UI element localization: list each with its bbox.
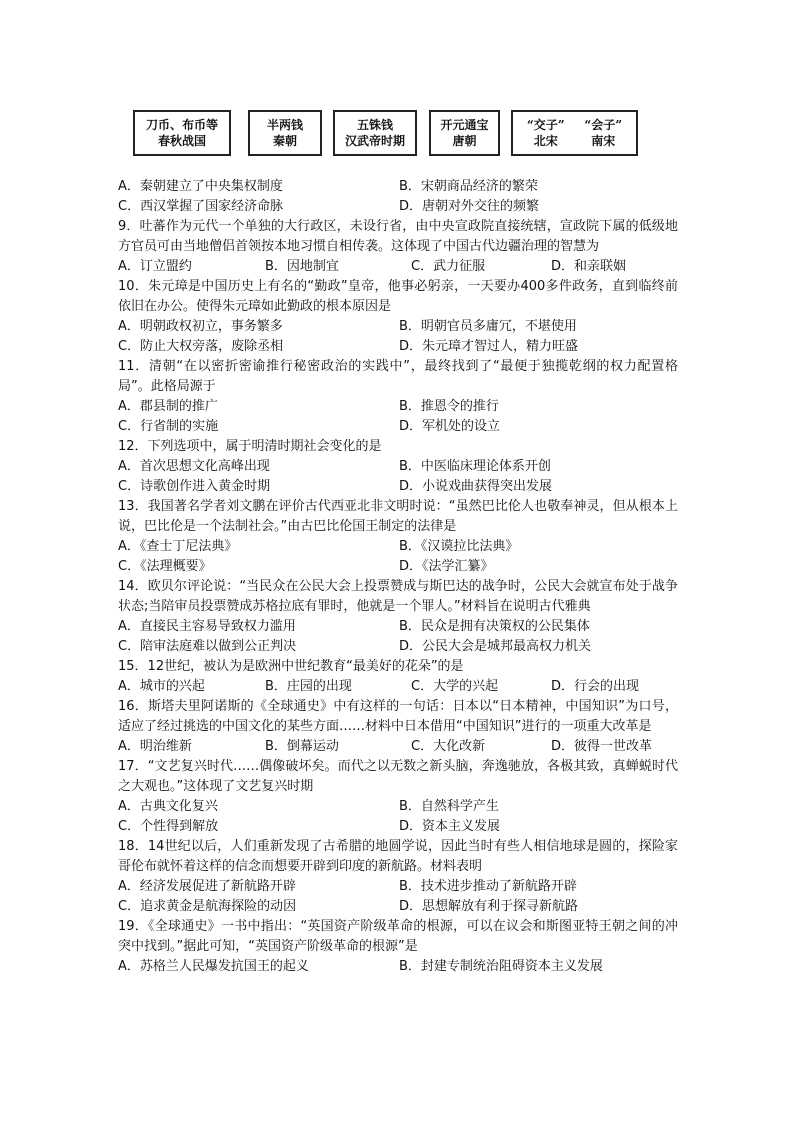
box-text: 开元通宝 [440,118,489,132]
question-block [118,657,678,697]
question-stem: 13．我国著名学者刘文鹏在评价古代西亚北非文明时说：“虽然巴比伦人也敬奉神灵，但从根本上说，巴比伦是一个法制社会。”由古巴比伦国王制定的法律是 [118,499,678,534]
option-a[interactable]: A．直接民主容易导致权力滥用 [118,619,296,634]
option-c[interactable]: C．陪审法庭难以做到公正判决 [118,639,297,654]
question-stem: 15．12世纪，被认为是欧洲中世纪教育“最美好的花朵”的是 [118,659,464,674]
currency-box-tang [429,110,500,156]
question-block [118,837,678,917]
box-text: 北宋 [533,134,558,148]
box-text: 南宋 [591,134,616,148]
option-d[interactable]: D．唐朝对外交往的频繁 [399,199,540,214]
question-block [118,577,678,657]
option-b[interactable]: B．因地制宜 [265,259,339,274]
box-text: 刀币、布币等 [145,118,218,132]
option-a[interactable]: A．《查士丁尼法典》 [118,539,238,554]
question-options [118,957,678,977]
option-c[interactable]: C．诗歌创作进入黄金时期 [118,479,271,494]
question-list [118,177,678,977]
question-options [118,537,678,577]
question-stem: 9．吐蕃作为元代一个单独的大行政区，未设行省，由中央宣政院直接统辖，宣政院下属的低级地方官员可由当地僧侣首领按本地习惯自相传袭。这体现了中国古代边疆治理的智慧为 [118,219,678,254]
option-d[interactable]: D．朱元璋才智过人，精力旺盛 [399,339,579,354]
box-text: 五铢钱 [356,118,393,132]
option-c[interactable]: C．武力征服 [411,259,486,274]
option-b[interactable]: B．宋朝商品经济的繁荣 [399,179,538,194]
option-c[interactable]: C．《法理概要》 [118,559,212,574]
box-text: “交子” [526,118,565,132]
option-a[interactable]: A．秦朝建立了中央集权制度 [118,179,283,194]
question-options [118,617,678,657]
option-d[interactable]: D．资本主义发展 [399,819,501,834]
option-c[interactable]: C．个性得到解放 [118,819,219,834]
option-d[interactable]: D．《法学汇纂》 [399,559,494,574]
option-b[interactable]: B．推恩令的推行 [399,399,499,414]
option-c[interactable]: C．行省制的实施 [118,419,219,434]
option-a[interactable]: A．订立盟约 [118,259,192,274]
question-stem: 14．欧贝尔评论说：“当民众在公民大会上投票赞成与斯巴达的战争时，公民大会就宣布处于战争状态;当陪审员投票赞成苏格拉底有罪时，他就是一个罪人。”材料旨在说明古代雅典 [118,579,678,614]
currency-box-song [511,110,638,156]
question-block [118,277,678,357]
question-block [118,357,678,437]
option-d[interactable]: D．行会的出现 [551,679,640,694]
question-block [118,697,678,757]
option-c[interactable]: C．西汉掌握了国家经济命脉 [118,199,284,214]
option-c[interactable]: C．防止大权旁落，废除丞相 [118,339,284,354]
question-block [118,497,678,577]
question-block [118,217,678,277]
question-stem: 11．清朝“在以密折密谕推行秘密政治的实践中”，最终找到了“最便于独揽乾纲的权力配置格局”。此格局源于 [118,359,678,394]
option-c[interactable]: C．大学的兴起 [411,679,499,694]
option-b[interactable]: B．明朝官员多庸冗，不堪使用 [399,319,577,334]
option-a[interactable]: A．城市的兴起 [118,679,205,694]
option-b[interactable]: B．中医临床理论体系开创 [399,459,551,474]
currency-box-spring-autumn [133,110,231,156]
question-options [118,797,678,837]
option-b[interactable]: B．民众是拥有决策权的公民集体 [399,619,590,634]
box-text: 春秋战国 [157,134,206,148]
currency-box-han [333,110,417,156]
option-c[interactable]: C．追求黄金是航海探险的动因 [118,899,297,914]
option-d[interactable]: D．军机处的设立 [399,419,501,434]
option-b[interactable]: B．庄园的出现 [265,679,352,694]
q8-options [118,177,678,217]
option-d[interactable]: D．和亲联姻 [551,259,627,274]
question-stem: 12．下列选项中，属于明清时期社会变化的是 [118,439,382,454]
option-d[interactable]: D．思想解放有利于探寻新航路 [399,899,579,914]
option-a[interactable]: A．明朝政权初立，事务繁多 [118,319,283,334]
option-d[interactable]: D．小说戏曲获得突出发展 [399,479,553,494]
option-c[interactable]: C．大化改新 [411,739,486,754]
question-stem: 17．“文艺复兴时代……偶像破坏矣。而代之以无数之新头脑，奔逸驰放，各极其致，真蝉蜕时代之大观也。”这体现了文艺复兴时期 [118,759,678,794]
question-stem: 18．14世纪以后，人们重新发现了古希腊的地圆学说，因此当时有些人相信地球是圆的，探险家哥伦布就怀着这样的信念而想要开辟到印度的新航路。材料表明 [118,839,678,874]
question-block [118,757,678,837]
question-options [118,397,678,437]
currency-timeline [0,110,794,160]
box-text: 汉武帝时期 [344,134,405,148]
question-options [118,737,678,757]
option-b[interactable]: B．技术进步推动了新航路开辟 [399,879,577,894]
question-stem: 19．《全球通史》一书中指出：“英国资产阶级革命的根源，可以在议会和斯图亚特王朝之间的冲突中找到。”据此可知，“英国资产阶级革命的根源”是 [118,919,678,954]
question-options [118,457,678,497]
option-a[interactable]: A．首次思想文化高峰出现 [118,459,270,474]
box-text: “会子” [584,118,623,132]
currency-box-qin [248,110,322,156]
option-a[interactable]: A．古典文化复兴 [118,799,218,814]
question-stem: 16．斯塔夫里阿诺斯的《全球通史》中有这样的一句话：日本以“日本精神，中国知识”为口号，适应了经过挑选的中国文化的某些方面……材料中日本借用“中国知识”进行的一项重大改革是 [118,699,678,734]
question-stem: 10．朱元璋是中国历史上有名的“勤政”皇帝，他事必躬亲，一天要办400多件政务，直到临终前依旧在办公。使得朱元璋如此勤政的根本原因是 [118,279,678,314]
question-block [118,917,678,977]
question-block [118,437,678,497]
option-a[interactable]: A．经济发展促进了新航路开辟 [118,879,296,894]
question-options [118,677,678,697]
question-options [118,877,678,917]
option-a[interactable]: A．郡县制的推广 [118,399,218,414]
option-d[interactable]: D．彼得一世改革 [551,739,653,754]
option-b[interactable]: B．封建专制统治阻碍资本主义发展 [399,959,603,974]
box-text: 唐朝 [452,134,477,148]
option-d[interactable]: D．公民大会是城邦最高权力机关 [399,639,592,654]
option-b[interactable]: B．倒幕运动 [265,739,339,754]
option-a[interactable]: A．苏格兰人民爆发抗国王的起义 [118,959,309,974]
box-text: 秦朝 [272,134,297,148]
question-options [118,317,678,357]
option-b[interactable]: B．自然科学产生 [399,799,499,814]
question-options [118,257,678,277]
option-a[interactable]: A．明治维新 [118,739,192,754]
box-text: 半两钱 [266,118,303,132]
option-b[interactable]: B．《汉谟拉比法典》 [399,539,519,554]
